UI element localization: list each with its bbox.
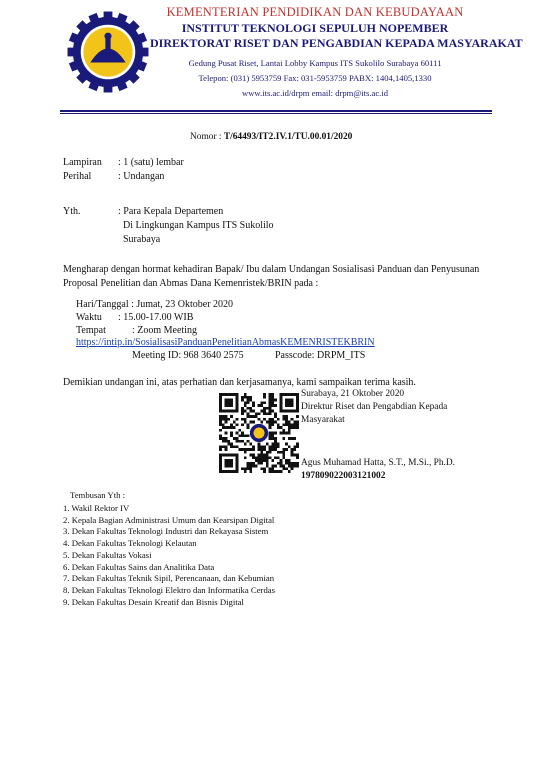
letter-number-value: T/64493/IT2.IV.1/TU.00.01/2020 — [223, 132, 353, 142]
letter-number — [190, 132, 352, 142]
recipient-line-2: Di Lingkungan Kampus ITS Sukolilo — [123, 220, 274, 231]
attachment-value: : 1 (satu) lembar — [118, 157, 184, 168]
signatory-nip: 197809022003121002 — [301, 471, 386, 481]
web-line: www.its.ac.id/drpm email: drpm@its.ac.id — [241, 88, 389, 98]
meeting-id: Meeting ID: 968 3640 2575 — [132, 350, 244, 361]
event-place-label: Tempat — [76, 325, 106, 336]
body-line-1: Mengharap dengan hormat kehadiran Bapak/ Ibu dalam Undangan Sosialisasi Panduan dan Penyusunan — [63, 264, 480, 275]
cc-title: Tembusan Yth : — [70, 490, 126, 500]
cc-item: 7. Dekan Fakultas Teknik Sipil, Perencanaan, dan Kebumian — [63, 573, 275, 584]
event-place-value: : Zoom Meeting — [132, 325, 197, 336]
cc-item: 4. Dekan Fakultas Teknologi Kelautan — [63, 538, 197, 549]
subject-label: Perihal — [63, 171, 92, 182]
phone-line: Telepon: (031) 5953759 Fax: 031-5953759 PABX: 1404,1405,1330 — [198, 73, 432, 83]
header-rule-thin — [60, 113, 492, 114]
cc-item: 5. Dekan Fakultas Vokasi — [63, 549, 152, 560]
its-logo-icon — [64, 8, 152, 96]
header-rule-thick — [60, 110, 492, 112]
recipient-line-1: : Para Kepala Departemen — [118, 206, 224, 217]
attachment-label: Lampiran — [63, 157, 102, 168]
cc-item: 2. Kepala Bagian Administrasi Umum dan Kearsipan Digital — [63, 514, 275, 525]
recipient-label: Yth. — [63, 206, 81, 217]
subject-value: : Undangan — [118, 171, 165, 182]
cc-item: 1. Wakil Rektor IV — [63, 503, 130, 513]
recipient-line-3: Surabaya — [123, 234, 161, 245]
cc-item: 6. Dekan Fakultas Sains dan Analitika Data — [63, 561, 215, 572]
address-line: Gedung Pusat Riset, Lantai Lobby Kampus ITS Sukolilo Surabaya 60111 — [188, 58, 442, 68]
cc-item: 9. Dekan Fakultas Desain Kreatif dan Bisnis Digital — [63, 596, 244, 607]
signature-title-line-2: Masyarakat — [301, 415, 345, 425]
closing-line: Demikian undangan ini, atas perhatian dan kerjasamanya, kami sampaikan terima kasih. — [63, 377, 416, 388]
signature-place-date: Surabaya, 21 Oktober 2020 — [301, 389, 405, 399]
signatory-name: Agus Muhamad Hatta, S.T., M.Si., Ph.D. — [301, 458, 455, 468]
cc-item: 8. Dekan Fakultas Teknologi Elektro dan Informatika Cerdas — [63, 584, 276, 595]
cc-item: 3. Dekan Fakultas Teknologi Industri dan Rekayasa Sistem — [63, 526, 269, 537]
letter-number-label: Nomor : — [190, 132, 224, 142]
event-date: Hari/Tanggal : Jumat, 23 Oktober 2020 — [76, 299, 234, 310]
event-time-value: : 15.00-17.00 WIB — [118, 312, 194, 323]
ministry-name: KEMENTERIAN PENDIDIKAN DAN KEBUDAYAAN — [166, 5, 464, 19]
institute-name: INSTITUT TEKNOLOGI SEPULUH NOPEMBER — [181, 21, 449, 35]
signature-title-line-1: Direktur Riset dan Pengabdian Kepada — [301, 402, 448, 412]
meeting-passcode: Passcode: DRPM_ITS — [275, 350, 366, 361]
registration-link[interactable]: https://intip.in/SosialisasiPanduanPenelitianAbmasKEMENRISTEKBRIN — [76, 337, 375, 348]
directorate-name: DIREKTORAT RISET DAN PENGABDIAN KEPADA MASYARAKAT — [150, 36, 523, 50]
event-time-label: Waktu — [76, 312, 102, 323]
body-line-2: Proposal Penelitian dan Abmas Dana Kemenristek/BRIN pada : — [63, 278, 319, 289]
qr-code-icon — [219, 393, 299, 473]
